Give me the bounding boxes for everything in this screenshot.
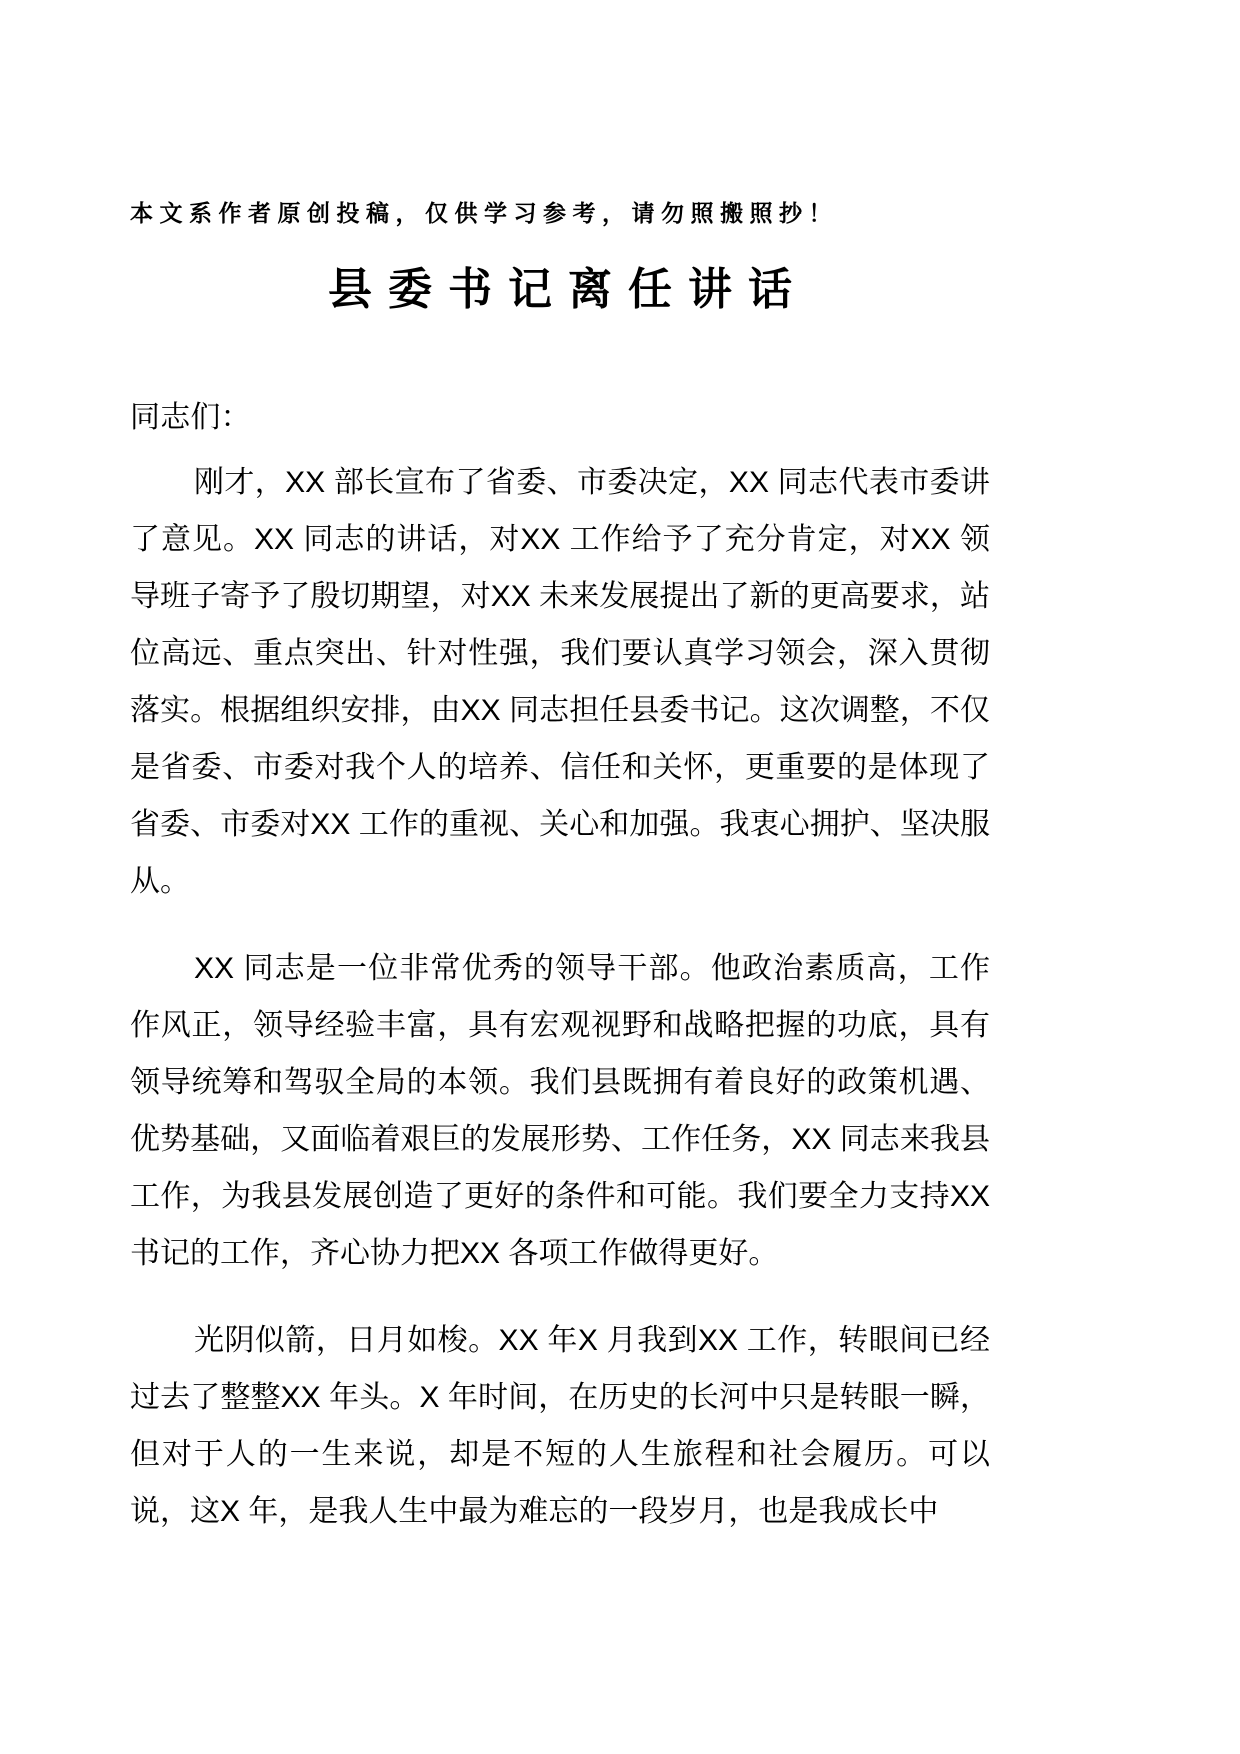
body-paragraph-1: 刚才，XX 部长宣布了省委、市委决定，XX 同志代表市委讲了意见。XX 同志的讲话，对XX 工作给予了充分肯定，对XX 领导班子寄予了殷切期望，对XX 未来发展提出了新的更高要求，站位高远、重点突出、针对性强，我们要认真学习领会，深入贯彻落实。根据组织安排，由XX 同志担任县委书记。这次调整，不仅是省委、市委对我个人的培养、信任和关怀，更重要的是体现了省委、市委对XX 工作的重视、关心和加强。我衷心拥护、坚决服从。	[130, 466, 990, 898]
salutation: 同志们：	[130, 401, 251, 434]
document-content	[130, 0, 990, 1570]
body-paragraph-2: XX 同志是一位非常优秀的领导干部。他政治素质高，工作作风正，领导经验丰富，具有宏观视野和战略把握的功底，具有领导统筹和驾驭全局的本领。我们县既拥有着良好的政策机遇、优势基础，又面临着艰巨的发展形势、工作任务，XX 同志来我县工作，为我县发展创造了更好的条件和可能。我们要全力支持XX 书记的工作，齐心协力把XX 各项工作做得更好。	[130, 952, 990, 1270]
page-title: 县委书记离任讲话	[328, 265, 808, 314]
disclaimer-notice: 本文系作者原创投稿，仅供学习参考，请勿照搬照抄！	[130, 200, 838, 226]
body-paragraph-3: 光阴似箭，日月如梭。XX 年X 月我到XX 工作，转眼间已经过去了整整XX 年头。X 年时间，在历史的长河中只是转眼一瞬，但对于人的一生来说，却是不短的人生旅程和社会履历。可以说，这X 年，是我人生中最为难忘的一段岁月，也是我成长中	[130, 1324, 990, 1528]
